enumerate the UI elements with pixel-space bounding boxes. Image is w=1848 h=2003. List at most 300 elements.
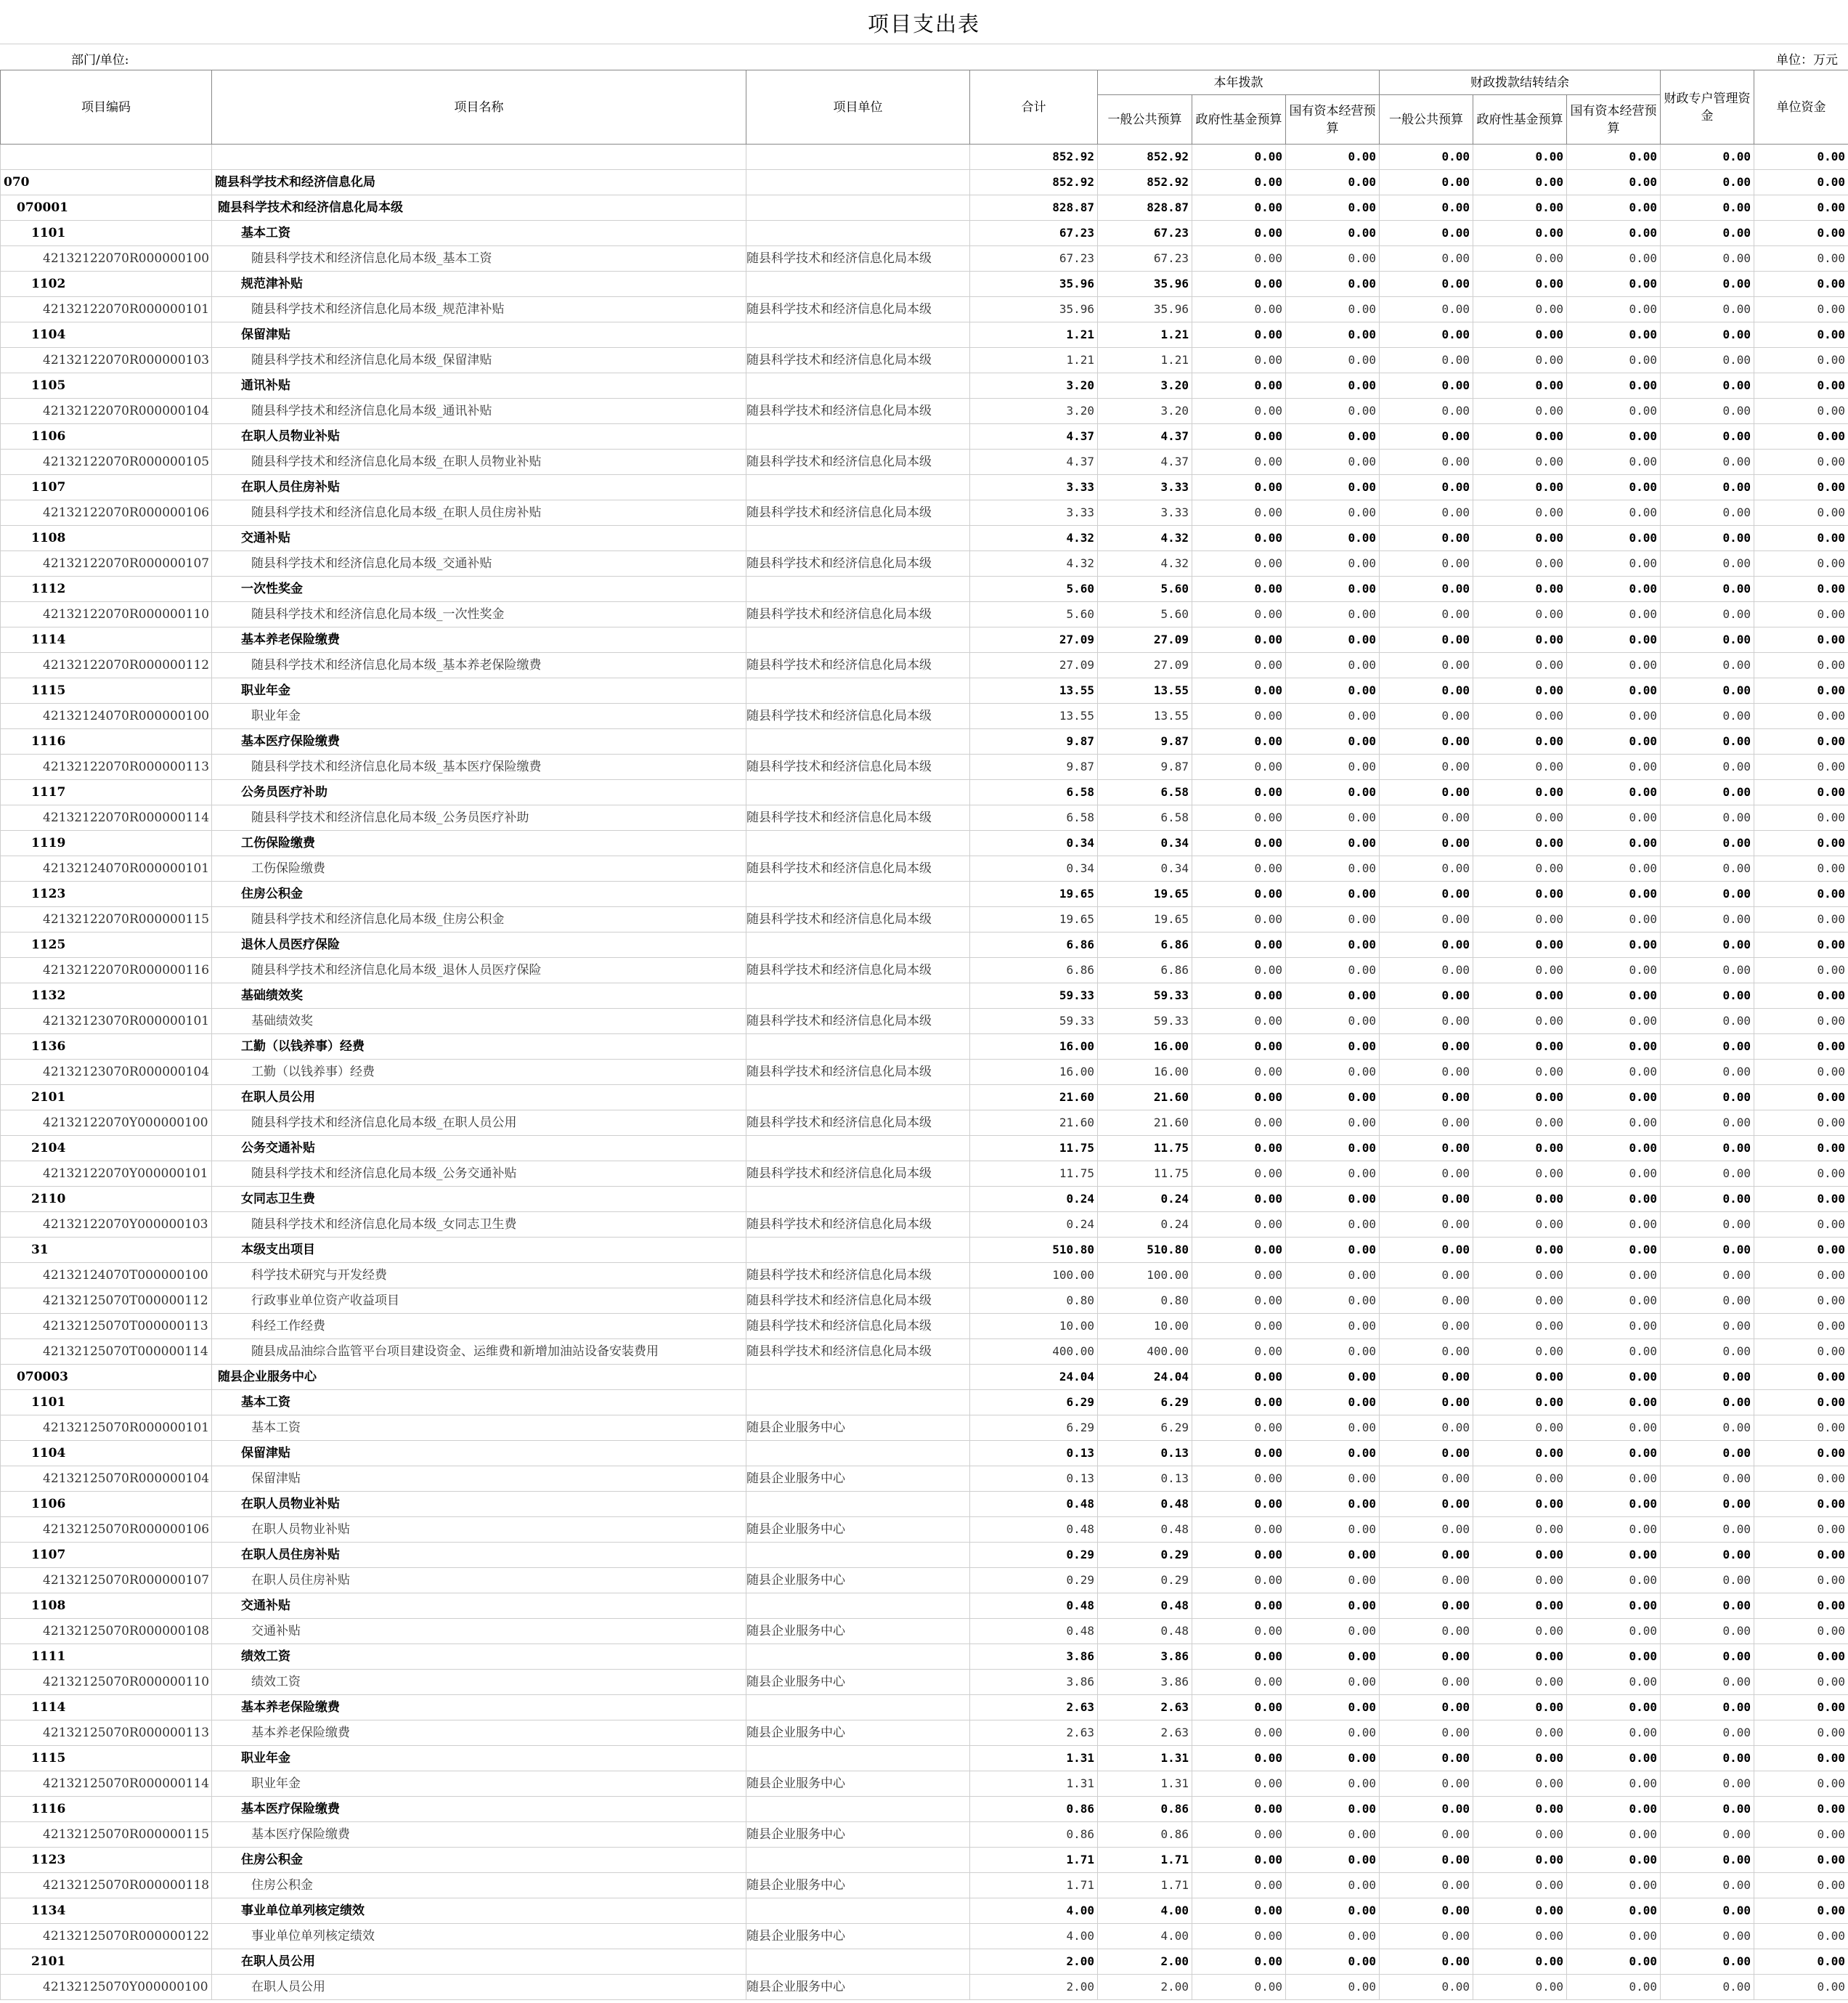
carryover-general-public-budget-cell: 0.00 [1380,170,1473,195]
project-name-cell: 随县科学技术和经济信息化局本级 [212,195,746,221]
carryover-general-public-budget-cell: 0.00 [1380,1492,1473,1517]
unit-funds-cell: 0.00 [1754,1238,1848,1263]
project-unit-cell [746,577,970,602]
carryover-state-capital-budget-cell: 0.00 [1567,1720,1661,1746]
project-unit-cell [746,1390,970,1415]
project-name-cell [212,145,746,170]
carryover-government-fund-budget-cell: 0.00 [1473,1924,1567,1949]
unit-funds-cell: 0.00 [1754,373,1848,399]
carryover-government-fund-budget-cell: 0.00 [1473,653,1567,678]
carryover-government-fund-budget-cell: 0.00 [1473,1720,1567,1746]
project-unit-cell [746,424,970,450]
table-row [1,348,1848,373]
carryover-general-public-budget-cell: 0.00 [1380,907,1473,933]
government-fund-budget-cell: 0.00 [1192,1034,1286,1060]
table-row [1,1848,1848,1873]
special-account-funds-cell: 0.00 [1661,1746,1754,1771]
table-row [1,704,1848,729]
table-row [1,221,1848,246]
project-code-cell: 1101 [1,1390,212,1415]
table-row [1,882,1848,907]
project-name-cell: 随县科学技术和经济信息化局本级_规范津补贴 [212,297,746,322]
project-unit-cell: 随县企业服务中心 [746,1568,970,1593]
carryover-government-fund-budget-cell: 0.00 [1473,1288,1567,1314]
special-account-funds-cell: 0.00 [1661,246,1754,272]
project-unit-cell: 随县科学技术和经济信息化局本级 [746,399,970,424]
carryover-state-capital-budget-cell: 0.00 [1567,1390,1661,1415]
carryover-state-capital-budget-cell: 0.00 [1567,780,1661,805]
carryover-state-capital-budget-cell: 0.00 [1567,170,1661,195]
project-name-cell: 在职人员物业补贴 [212,424,746,450]
unit-funds-cell: 0.00 [1754,1415,1848,1441]
carryover-state-capital-budget-cell: 0.00 [1567,1365,1661,1390]
carryover-state-capital-budget-cell: 0.00 [1567,882,1661,907]
general-public-budget-cell: 5.60 [1098,602,1192,627]
general-public-budget-cell: 3.33 [1098,475,1192,500]
general-public-budget-cell: 100.00 [1098,1263,1192,1288]
total-cell: 67.23 [970,221,1098,246]
carryover-government-fund-budget-cell: 0.00 [1473,755,1567,780]
special-account-funds-cell: 0.00 [1661,1568,1754,1593]
special-account-funds-cell: 0.00 [1661,272,1754,297]
carryover-government-fund-budget-cell: 0.00 [1473,1339,1567,1365]
project-name-cell: 住房公积金 [212,1873,746,1898]
project-name-cell: 在职人员公用 [212,1975,746,2000]
total-cell: 0.34 [970,831,1098,856]
project-unit-cell [746,373,970,399]
unit-funds-cell: 0.00 [1754,1060,1848,1085]
project-name-cell: 随县科学技术和经济信息化局本级_基本工资 [212,246,746,272]
unit-funds-cell: 0.00 [1754,653,1848,678]
government-fund-budget-cell: 0.00 [1192,450,1286,475]
government-fund-budget-cell: 0.00 [1192,1720,1286,1746]
special-account-funds-cell: 0.00 [1661,729,1754,755]
total-cell: 3.33 [970,475,1098,500]
table-row [1,1644,1848,1670]
table-row [1,1593,1848,1619]
unit-funds-cell: 0.00 [1754,1898,1848,1924]
special-account-funds-cell: 0.00 [1661,1009,1754,1034]
table-row [1,322,1848,348]
carryover-general-public-budget-cell: 0.00 [1380,1898,1473,1924]
unit-funds-cell: 0.00 [1754,1390,1848,1415]
state-capital-budget-cell: 0.00 [1286,1161,1380,1187]
special-account-funds-cell: 0.00 [1661,780,1754,805]
total-cell: 24.04 [970,1365,1098,1390]
project-unit-cell: 随县科学技术和经济信息化局本级 [746,246,970,272]
carryover-government-fund-budget-cell: 0.00 [1473,704,1567,729]
carryover-government-fund-budget-cell: 0.00 [1473,1746,1567,1771]
project-unit-cell [746,1949,970,1975]
unit-funds-cell: 0.00 [1754,678,1848,704]
special-account-funds-cell: 0.00 [1661,297,1754,322]
unit-funds-cell: 0.00 [1754,1644,1848,1670]
special-account-funds-cell: 0.00 [1661,856,1754,882]
project-code-cell: 42132122070R000000100 [1,246,212,272]
unit-funds-cell: 0.00 [1754,1568,1848,1593]
government-fund-budget-cell: 0.00 [1192,1339,1286,1365]
carryover-general-public-budget-cell: 0.00 [1380,983,1473,1009]
carryover-government-fund-budget-cell: 0.00 [1473,1441,1567,1466]
table-row [1,526,1848,551]
project-name-cell: 随县科学技术和经济信息化局本级_公务交通补贴 [212,1161,746,1187]
general-public-budget-cell: 6.86 [1098,933,1192,958]
total-cell: 828.87 [970,195,1098,221]
government-fund-budget-cell: 0.00 [1192,1975,1286,2000]
total-cell: 100.00 [970,1263,1098,1288]
government-fund-budget-cell: 0.00 [1192,1644,1286,1670]
project-unit-cell: 随县企业服务中心 [746,1975,970,2000]
project-unit-cell: 随县科学技术和经济信息化局本级 [746,1263,970,1288]
unit-funds-cell: 0.00 [1754,1771,1848,1797]
project-name-cell: 随县科学技术和经济信息化局本级_基本养老保险缴费 [212,653,746,678]
carryover-government-fund-budget-cell: 0.00 [1473,1644,1567,1670]
state-capital-budget-cell: 0.00 [1286,1517,1380,1543]
table-row [1,805,1848,831]
carryover-general-public-budget-cell: 0.00 [1380,1365,1473,1390]
special-account-funds-cell: 0.00 [1661,1543,1754,1568]
project-code-cell: 1123 [1,1848,212,1873]
total-cell: 13.55 [970,704,1098,729]
general-public-budget-cell: 0.48 [1098,1593,1192,1619]
general-public-budget-cell: 6.58 [1098,780,1192,805]
general-public-budget-cell: 4.37 [1098,424,1192,450]
government-fund-budget-cell: 0.00 [1192,1517,1286,1543]
project-name-cell: 基本医疗保险缴费 [212,1797,746,1822]
carryover-general-public-budget-cell: 0.00 [1380,1085,1473,1110]
department-label: 部门/单位: [71,53,129,68]
general-public-budget-cell: 19.65 [1098,907,1192,933]
table-row [1,1365,1848,1390]
government-fund-budget-cell: 0.00 [1192,1187,1286,1212]
project-name-cell: 一次性奖金 [212,577,746,602]
total-cell: 0.86 [970,1797,1098,1822]
state-capital-budget-cell: 0.00 [1286,1034,1380,1060]
carryover-government-fund-budget-cell: 0.00 [1473,780,1567,805]
government-fund-budget-cell: 0.00 [1192,1670,1286,1695]
project-code-cell: 42132125070T000000113 [1,1314,212,1339]
government-fund-budget-cell: 0.00 [1192,907,1286,933]
project-code-cell: 42132124070R000000100 [1,704,212,729]
state-capital-budget-cell: 0.00 [1286,627,1380,653]
general-public-budget-cell: 0.34 [1098,831,1192,856]
table-row [1,1288,1848,1314]
state-capital-budget-cell: 0.00 [1286,1619,1380,1644]
carryover-state-capital-budget-cell: 0.00 [1567,1441,1661,1466]
special-account-funds-cell: 0.00 [1661,1390,1754,1415]
carryover-general-public-budget-cell: 0.00 [1380,1517,1473,1543]
project-code-cell: 42132122070Y000000103 [1,1212,212,1238]
table-row [1,500,1848,526]
project-name-cell: 在职人员住房补贴 [212,1543,746,1568]
special-account-funds-cell: 0.00 [1661,907,1754,933]
project-name-cell: 工伤保险缴费 [212,831,746,856]
unit-funds-cell: 0.00 [1754,1110,1848,1136]
carryover-state-capital-budget-cell: 0.00 [1567,1466,1661,1492]
carryover-general-public-budget-cell: 0.00 [1380,1975,1473,2000]
total-cell: 11.75 [970,1161,1098,1187]
total-cell: 400.00 [970,1339,1098,1365]
carryover-general-public-budget-cell: 0.00 [1380,373,1473,399]
carryover-state-capital-budget-cell: 0.00 [1567,1110,1661,1136]
carryover-general-public-budget-cell: 0.00 [1380,1746,1473,1771]
project-code-cell: 42132123070R000000104 [1,1060,212,1085]
table-row [1,1492,1848,1517]
state-capital-budget-cell: 0.00 [1286,1670,1380,1695]
project-unit-cell [746,1365,970,1390]
carryover-government-fund-budget-cell: 0.00 [1473,1517,1567,1543]
state-capital-budget-cell: 0.00 [1286,755,1380,780]
state-capital-budget-cell: 0.00 [1286,907,1380,933]
carryover-government-fund-budget-cell: 0.00 [1473,1492,1567,1517]
unit-funds-cell: 0.00 [1754,475,1848,500]
total-cell: 35.96 [970,297,1098,322]
table-row [1,424,1848,450]
state-capital-budget-cell: 0.00 [1286,1110,1380,1136]
general-public-budget-cell: 3.20 [1098,399,1192,424]
carryover-government-fund-budget-cell: 0.00 [1473,1543,1567,1568]
project-code-cell: 1108 [1,1593,212,1619]
project-unit-cell: 随县科学技术和经济信息化局本级 [746,1161,970,1187]
special-account-funds-cell: 0.00 [1661,1848,1754,1873]
special-account-funds-cell: 0.00 [1661,170,1754,195]
carryover-general-public-budget-cell: 0.00 [1380,1060,1473,1085]
carryover-government-fund-budget-cell: 0.00 [1473,1975,1567,2000]
carryover-state-capital-budget-cell: 0.00 [1567,1085,1661,1110]
header-carryover-balance: 财政拨款结转结余 [1380,70,1661,95]
unit-funds-cell: 0.00 [1754,1924,1848,1949]
government-fund-budget-cell: 0.00 [1192,1695,1286,1720]
project-code-cell: 070 [1,170,212,195]
carryover-government-fund-budget-cell: 0.00 [1473,170,1567,195]
carryover-government-fund-budget-cell: 0.00 [1473,1873,1567,1898]
special-account-funds-cell: 0.00 [1661,678,1754,704]
project-unit-cell: 随县科学技术和经济信息化局本级 [746,1009,970,1034]
general-public-budget-cell: 2.00 [1098,1949,1192,1975]
project-code-cell: 42132122070R000000106 [1,500,212,526]
carryover-state-capital-budget-cell: 0.00 [1567,450,1661,475]
total-cell: 0.48 [970,1492,1098,1517]
project-name-cell: 在职人员公用 [212,1949,746,1975]
general-public-budget-cell: 0.34 [1098,856,1192,882]
table-row [1,1085,1848,1110]
carryover-state-capital-budget-cell: 0.00 [1567,195,1661,221]
state-capital-budget-cell: 0.00 [1286,1898,1380,1924]
state-capital-budget-cell: 0.00 [1286,1492,1380,1517]
general-public-budget-cell: 9.87 [1098,729,1192,755]
carryover-general-public-budget-cell: 0.00 [1380,653,1473,678]
unit-funds-cell: 0.00 [1754,1009,1848,1034]
general-public-budget-cell: 19.65 [1098,882,1192,907]
government-fund-budget-cell: 0.00 [1192,1949,1286,1975]
project-code-cell: 1119 [1,831,212,856]
project-name-cell: 随县科学技术和经济信息化局本级_通讯补贴 [212,399,746,424]
project-unit-cell [746,1797,970,1822]
project-code-cell: 42132122070Y000000101 [1,1161,212,1187]
project-name-cell: 事业单位单列核定绩效 [212,1924,746,1949]
government-fund-budget-cell: 0.00 [1192,526,1286,551]
carryover-government-fund-budget-cell: 0.00 [1473,1568,1567,1593]
carryover-government-fund-budget-cell: 0.00 [1473,322,1567,348]
state-capital-budget-cell: 0.00 [1286,1085,1380,1110]
total-cell: 1.71 [970,1848,1098,1873]
project-name-cell: 随县科学技术和经济信息化局本级_在职人员物业补贴 [212,450,746,475]
table-row [1,1898,1848,1924]
project-code-cell: 42132122070R000000113 [1,755,212,780]
government-fund-budget-cell: 0.00 [1192,1288,1286,1314]
unit-funds-cell: 0.00 [1754,1593,1848,1619]
table-row [1,1415,1848,1441]
carryover-state-capital-budget-cell: 0.00 [1567,1034,1661,1060]
state-capital-budget-cell: 0.00 [1286,500,1380,526]
project-unit-cell: 随县科学技术和经济信息化局本级 [746,348,970,373]
table-row [1,678,1848,704]
state-capital-budget-cell: 0.00 [1286,1822,1380,1848]
project-code-cell: 1107 [1,475,212,500]
header-code: 项目编码 [1,70,212,145]
state-capital-budget-cell: 0.00 [1286,1771,1380,1797]
carryover-state-capital-budget-cell: 0.00 [1567,1238,1661,1263]
project-name-cell: 住房公积金 [212,882,746,907]
project-code-cell: 1117 [1,780,212,805]
government-fund-budget-cell: 0.00 [1192,933,1286,958]
project-name-cell: 在职人员物业补贴 [212,1517,746,1543]
carryover-government-fund-budget-cell: 0.00 [1473,500,1567,526]
carryover-state-capital-budget-cell: 0.00 [1567,373,1661,399]
project-code-cell [1,145,212,170]
state-capital-budget-cell: 0.00 [1286,1873,1380,1898]
unit-funds-cell: 0.00 [1754,246,1848,272]
table-row [1,1390,1848,1415]
total-cell: 16.00 [970,1060,1098,1085]
special-account-funds-cell: 0.00 [1661,1441,1754,1466]
state-capital-budget-cell: 0.00 [1286,958,1380,983]
unit-funds-cell: 0.00 [1754,1797,1848,1822]
project-name-cell: 基本医疗保险缴费 [212,729,746,755]
project-unit-cell: 随县企业服务中心 [746,1466,970,1492]
table-row [1,1314,1848,1339]
government-fund-budget-cell: 0.00 [1192,221,1286,246]
project-name-cell: 交通补贴 [212,1619,746,1644]
unit-funds-cell: 0.00 [1754,1161,1848,1187]
carryover-state-capital-budget-cell: 0.00 [1567,1517,1661,1543]
special-account-funds-cell: 0.00 [1661,145,1754,170]
project-code-cell: 42132122070R000000107 [1,551,212,577]
project-unit-cell: 随县科学技术和经济信息化局本级 [746,856,970,882]
carryover-general-public-budget-cell: 0.00 [1380,1797,1473,1822]
state-capital-budget-cell: 0.00 [1286,1009,1380,1034]
total-cell: 3.20 [970,373,1098,399]
table-row [1,145,1848,170]
total-cell: 2.00 [970,1975,1098,2000]
project-name-cell: 随县科学技术和经济信息化局本级_保留津贴 [212,348,746,373]
general-public-budget-cell: 67.23 [1098,246,1192,272]
carryover-state-capital-budget-cell: 0.00 [1567,729,1661,755]
state-capital-budget-cell: 0.00 [1286,1390,1380,1415]
table-row [1,1695,1848,1720]
special-account-funds-cell: 0.00 [1661,399,1754,424]
general-public-budget-cell: 9.87 [1098,755,1192,780]
special-account-funds-cell: 0.00 [1661,526,1754,551]
table-row [1,1212,1848,1238]
carryover-state-capital-budget-cell: 0.00 [1567,856,1661,882]
carryover-state-capital-budget-cell: 0.00 [1567,678,1661,704]
special-account-funds-cell: 0.00 [1661,983,1754,1009]
carryover-state-capital-budget-cell: 0.00 [1567,1822,1661,1848]
general-public-budget-cell: 3.86 [1098,1644,1192,1670]
special-account-funds-cell: 0.00 [1661,1415,1754,1441]
project-name-cell: 随县科学技术和经济信息化局本级_退休人员医疗保险 [212,958,746,983]
project-name-cell: 基础绩效奖 [212,1009,746,1034]
project-name-cell: 随县成品油综合监管平台项目建设资金、运维费和新增加油站设备安装费用 [212,1339,746,1365]
carryover-general-public-budget-cell: 0.00 [1380,704,1473,729]
government-fund-budget-cell: 0.00 [1192,272,1286,297]
total-cell: 2.00 [970,1949,1098,1975]
project-code-cell: 42132122070R000000114 [1,805,212,831]
total-cell: 3.86 [970,1644,1098,1670]
carryover-government-fund-budget-cell: 0.00 [1473,1034,1567,1060]
total-cell: 852.92 [970,145,1098,170]
general-public-budget-cell: 4.32 [1098,551,1192,577]
state-capital-budget-cell: 0.00 [1286,1466,1380,1492]
unit-funds-cell: 0.00 [1754,1339,1848,1365]
state-capital-budget-cell: 0.00 [1286,1060,1380,1085]
unit-funds-cell: 0.00 [1754,958,1848,983]
carryover-general-public-budget-cell: 0.00 [1380,195,1473,221]
carryover-state-capital-budget-cell: 0.00 [1567,475,1661,500]
project-name-cell: 随县科学技术和经济信息化局本级_在职人员公用 [212,1110,746,1136]
special-account-funds-cell: 0.00 [1661,1060,1754,1085]
carryover-government-fund-budget-cell: 0.00 [1473,1771,1567,1797]
carryover-general-public-budget-cell: 0.00 [1380,1695,1473,1720]
state-capital-budget-cell: 0.00 [1286,373,1380,399]
table-row [1,729,1848,755]
total-cell: 4.37 [970,424,1098,450]
table-row [1,907,1848,933]
state-capital-budget-cell: 0.00 [1286,475,1380,500]
unit-funds-cell: 0.00 [1754,907,1848,933]
special-account-funds-cell: 0.00 [1661,322,1754,348]
general-public-budget-cell: 0.13 [1098,1441,1192,1466]
carryover-government-fund-budget-cell: 0.00 [1473,1187,1567,1212]
carryover-state-capital-budget-cell: 0.00 [1567,1263,1661,1288]
unit-funds-cell: 0.00 [1754,1975,1848,2000]
carryover-general-public-budget-cell: 0.00 [1380,1161,1473,1187]
project-unit-cell: 随县科学技术和经济信息化局本级 [746,1110,970,1136]
carryover-state-capital-budget-cell: 0.00 [1567,322,1661,348]
header-state-capital-budget: 国有资本经营预算 [1286,95,1380,145]
total-cell: 0.48 [970,1619,1098,1644]
state-capital-budget-cell: 0.00 [1286,1848,1380,1873]
project-name-cell: 随县科学技术和经济信息化局本级_交通补贴 [212,551,746,577]
project-unit-cell: 随县企业服务中心 [746,1415,970,1441]
government-fund-budget-cell: 0.00 [1192,1212,1286,1238]
special-account-funds-cell: 0.00 [1661,1238,1754,1263]
project-code-cell: 42132125070R000000110 [1,1670,212,1695]
project-code-cell: 1106 [1,424,212,450]
unit-funds-cell: 0.00 [1754,272,1848,297]
special-account-funds-cell: 0.00 [1661,221,1754,246]
table-row [1,1873,1848,1898]
project-code-cell: 1136 [1,1034,212,1060]
table-row [1,831,1848,856]
project-unit-cell [746,882,970,907]
state-capital-budget-cell: 0.00 [1286,1975,1380,2000]
special-account-funds-cell: 0.00 [1661,1365,1754,1390]
project-name-cell: 随县科学技术和经济信息化局本级_基本医疗保险缴费 [212,755,746,780]
header-special-account-funds: 财政专户管理资金 [1661,70,1754,145]
carryover-government-fund-budget-cell: 0.00 [1473,1848,1567,1873]
